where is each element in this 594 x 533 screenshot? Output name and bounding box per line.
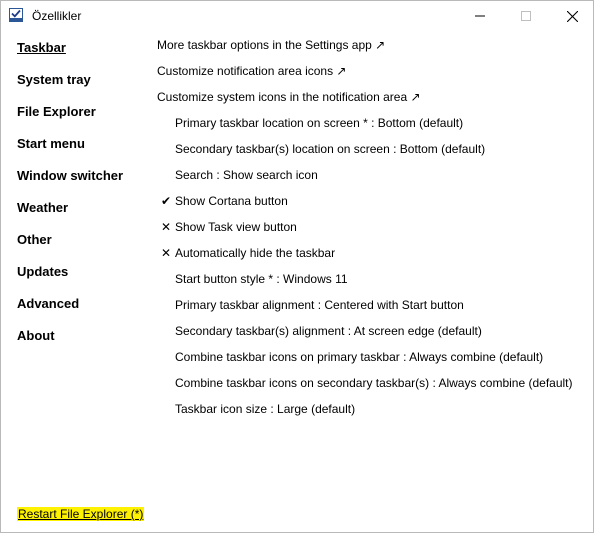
settings-app-link[interactable]: More taskbar options in the Settings app ↗ [157, 38, 386, 52]
option-label: Primary taskbar location on screen * : Bottom (default) [175, 116, 464, 130]
sidebar-item-weather[interactable]: Weather [17, 200, 69, 215]
option-show-task-view[interactable] [161, 220, 297, 234]
sidebar-item-file-explorer[interactable]: File Explorer [17, 104, 96, 119]
sidebar-item-advanced[interactable]: Advanced [17, 296, 80, 311]
check-icon: ✔ [161, 194, 172, 208]
option-label: Start button style * : Windows 11 [175, 272, 348, 286]
maximize-icon [521, 11, 531, 21]
system-icons-link[interactable]: Customize system icons in the notification area ↗ [157, 90, 421, 104]
option-label: Combine taskbar icons on primary taskbar : Always combine (default) [175, 350, 544, 364]
minimize-button[interactable] [457, 1, 503, 31]
maximize-button[interactable] [503, 1, 549, 31]
cross-icon: ✕ [161, 220, 172, 234]
option-label: Show Cortana button [175, 194, 288, 208]
option-auto-hide-taskbar[interactable] [161, 246, 336, 260]
option-secondary-alignment[interactable] [175, 324, 482, 338]
sidebar-item-updates[interactable]: Updates [17, 264, 69, 279]
minimize-icon [475, 11, 485, 21]
sidebar-item-window-switcher[interactable]: Window switcher [17, 168, 124, 183]
option-label: Secondary taskbar(s) location on screen : Bottom (default) [175, 142, 486, 156]
option-icon-size[interactable] [175, 402, 355, 416]
app-checkbox-icon [9, 8, 23, 22]
option-label: Combine taskbar icons on secondary taskbar(s) : Always combine (default) [175, 376, 573, 390]
option-label: Secondary taskbar(s) alignment : At screen edge (default) [175, 324, 482, 338]
option-label: Automatically hide the taskbar [175, 246, 336, 260]
title-bar[interactable] [1, 1, 593, 31]
notification-icons-link[interactable]: Customize notification area icons ↗ [157, 64, 347, 78]
option-label: Search : Show search icon [175, 168, 318, 182]
option-search[interactable] [175, 168, 318, 182]
option-secondary-taskbar-location[interactable] [175, 142, 485, 156]
cross-icon: ✕ [161, 246, 172, 260]
option-label: Primary taskbar alignment : Centered with Start button [175, 298, 464, 312]
sidebar-item-other[interactable]: Other [17, 232, 52, 247]
window-title: Özellikler [32, 9, 82, 23]
sidebar-item-taskbar[interactable]: Taskbar [17, 40, 66, 55]
close-icon [567, 11, 578, 22]
option-start-button-style[interactable] [175, 272, 348, 286]
option-show-cortana[interactable] [161, 194, 288, 208]
sidebar-item-about[interactable]: About [17, 328, 55, 343]
option-combine-secondary[interactable] [175, 376, 573, 390]
option-label: Taskbar icon size : Large (default) [175, 402, 356, 416]
option-combine-primary[interactable] [175, 350, 543, 364]
sidebar-item-system-tray[interactable]: System tray [17, 72, 91, 87]
option-primary-alignment[interactable] [175, 298, 464, 312]
option-primary-taskbar-location[interactable] [175, 116, 463, 130]
sidebar-item-start-menu[interactable]: Start menu [17, 136, 85, 151]
close-button[interactable] [549, 1, 594, 31]
restart-file-explorer-link[interactable]: Restart File Explorer (*) [18, 507, 144, 521]
option-label: Show Task view button [175, 220, 297, 234]
